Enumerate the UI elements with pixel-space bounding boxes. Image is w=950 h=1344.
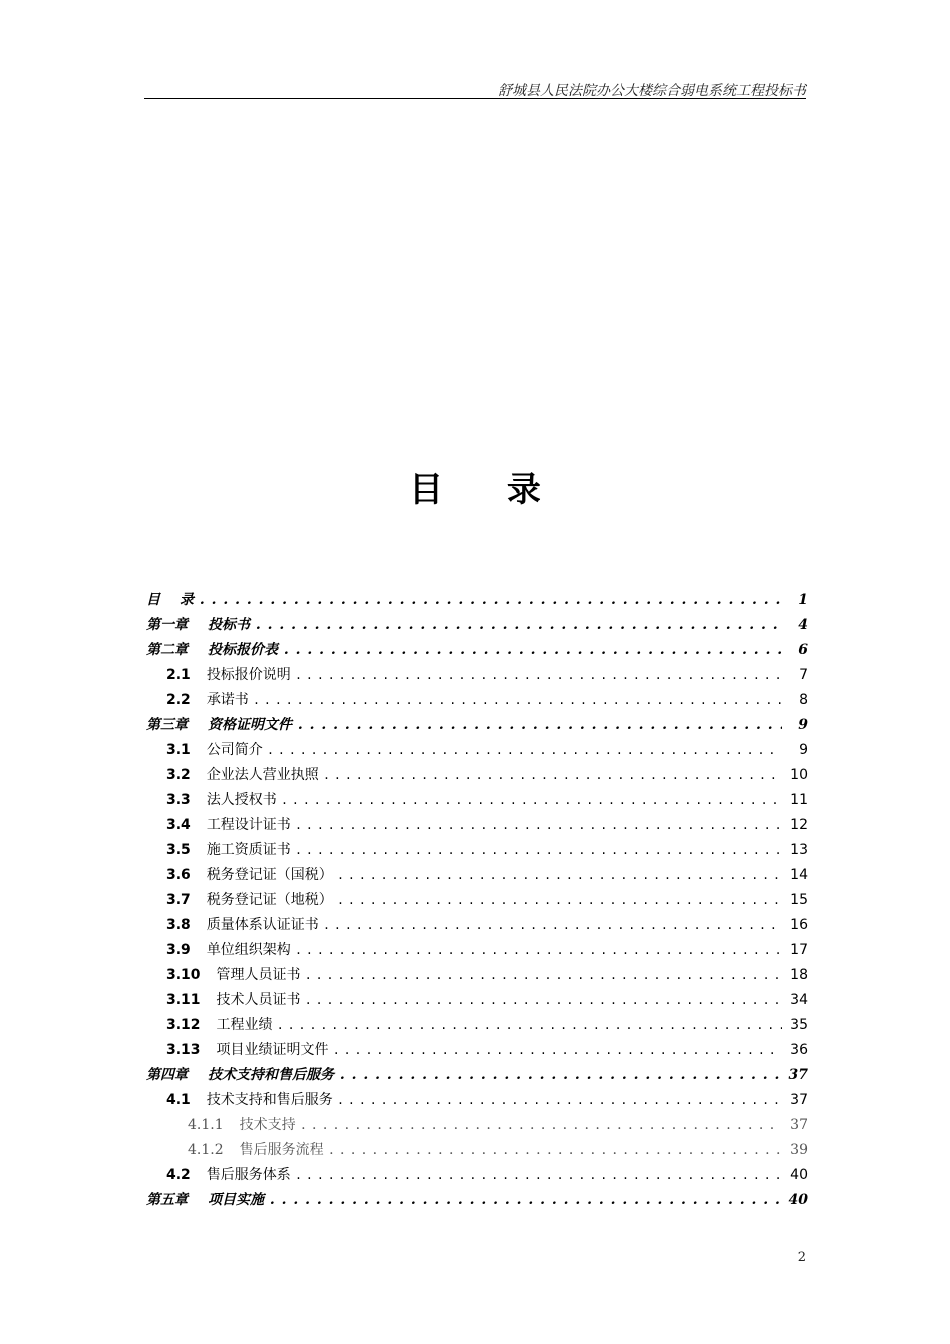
toc-entry-page: 13 (782, 838, 808, 863)
toc-entry[interactable] (146, 1188, 808, 1213)
toc-entry-number: 3.8 (166, 917, 191, 933)
toc-entry-label: 项目业绩证明文件 (216, 1042, 329, 1058)
toc-entry-page: 9 (782, 738, 808, 763)
toc-entry-number: 目 (146, 592, 160, 608)
toc-entry-page: 14 (782, 863, 808, 888)
toc-entry[interactable] (146, 713, 808, 738)
toc-entry-number: 4.1 (166, 1092, 191, 1108)
toc-entry-label: 税务登记证（地税） (206, 892, 333, 908)
toc-entry-page: 8 (782, 688, 808, 713)
toc-entry-label: 技术支持 (239, 1117, 296, 1133)
toc-entry[interactable] (146, 913, 808, 938)
toc-entry[interactable] (146, 688, 808, 713)
toc-entry[interactable] (146, 738, 808, 763)
toc-entry-number: 3.11 (166, 992, 201, 1008)
toc-entry-number: 第三章 (146, 717, 188, 733)
toc-entry-page: 10 (782, 763, 808, 788)
toc-entry-label: 投标报价说明 (206, 667, 291, 683)
toc-entry-page: 6 (782, 638, 808, 663)
toc-entry[interactable] (146, 638, 808, 663)
toc-entry-label: 质量体系认证证书 (206, 917, 319, 933)
toc-entry-number: 4.2 (166, 1167, 191, 1183)
toc-entry-label: 售后服务体系 (206, 1167, 291, 1183)
toc-entry-label: 技术人员证书 (216, 992, 301, 1008)
toc-entry[interactable] (146, 1063, 808, 1088)
toc-entry-page: 17 (782, 938, 808, 963)
table-of-contents (146, 588, 808, 1213)
toc-entry-number: 3.3 (166, 792, 191, 808)
toc-entry[interactable] (146, 763, 808, 788)
toc-entry-label: 资格证明文件 (208, 717, 292, 733)
toc-entry-label: 工程设计证书 (206, 817, 291, 833)
page-number: 2 (797, 1250, 806, 1265)
toc-entry[interactable] (146, 938, 808, 963)
toc-entry-page: 7 (782, 663, 808, 688)
toc-entry-page: 39 (782, 1138, 808, 1163)
toc-entry-page: 35 (782, 1013, 808, 1038)
toc-entry-page: 11 (782, 788, 808, 813)
toc-entry[interactable] (146, 1163, 808, 1188)
toc-entry-label: 技术支持和售后服务 (206, 1092, 333, 1108)
toc-entry-label: 技术支持和售后服务 (208, 1067, 334, 1083)
toc-entry-page: 9 (782, 713, 808, 738)
toc-entry[interactable] (146, 1113, 808, 1138)
toc-entry-label: 工程业绩 (216, 1017, 273, 1033)
toc-entry-number: 3.4 (166, 817, 191, 833)
toc-entry-number: 3.5 (166, 842, 191, 858)
toc-entry-number: 2.1 (166, 667, 191, 683)
toc-entry-number: 第四章 (146, 1067, 188, 1083)
toc-entry-page: 18 (782, 963, 808, 988)
toc-entry-number: 3.7 (166, 892, 191, 908)
toc-entry[interactable] (146, 1088, 808, 1113)
toc-entry-number: 3.9 (166, 942, 191, 958)
toc-entry[interactable] (146, 863, 808, 888)
toc-entry[interactable] (146, 788, 808, 813)
toc-entry-number: 第二章 (146, 642, 188, 658)
toc-entry-number: 4.1.2 (188, 1142, 224, 1158)
toc-entry[interactable] (146, 663, 808, 688)
toc-entry[interactable] (146, 1038, 808, 1063)
toc-entry-page: 12 (782, 813, 808, 838)
toc-entry-label: 投标报价表 (208, 642, 278, 658)
toc-entry-label: 税务登记证（国税） (206, 867, 333, 883)
toc-entry-number: 2.2 (166, 692, 191, 708)
toc-entry-page: 4 (782, 613, 808, 638)
toc-entry-label: 公司简介 (206, 742, 263, 758)
toc-entry-page: 16 (782, 913, 808, 938)
toc-entry-label: 单位组织架构 (206, 942, 291, 958)
toc-entry-number: 3.12 (166, 1017, 201, 1033)
toc-entry-number: 3.1 (166, 742, 191, 758)
toc-entry[interactable] (146, 838, 808, 863)
toc-entry-label: 录 (180, 592, 194, 608)
toc-entry[interactable] (146, 813, 808, 838)
toc-entry-label: 投标书 (208, 617, 250, 633)
page-title: 目 录 (409, 470, 567, 510)
toc-entry-label: 承诺书 (206, 692, 249, 708)
toc-entry[interactable] (146, 588, 808, 613)
toc-entry-label: 企业法人营业执照 (206, 767, 319, 783)
toc-entry[interactable] (146, 963, 808, 988)
toc-entry-number: 3.13 (166, 1042, 201, 1058)
header-title: 舒城县人民法院办公大楼综合弱电系统工程投标书 (498, 83, 806, 99)
toc-entry-page: 40 (782, 1163, 808, 1188)
toc-entry[interactable] (146, 888, 808, 913)
toc-entry-page: 37 (782, 1088, 808, 1113)
toc-entry-page: 37 (782, 1063, 808, 1088)
toc-entry-page: 34 (782, 988, 808, 1013)
toc-entry-label: 施工资质证书 (206, 842, 291, 858)
toc-entry-number: 3.6 (166, 867, 191, 883)
toc-entry-number: 第一章 (146, 617, 188, 633)
toc-entry[interactable] (146, 1013, 808, 1038)
toc-entry[interactable] (146, 988, 808, 1013)
toc-entry-label: 售后服务流程 (239, 1142, 324, 1158)
toc-entry-page: 36 (782, 1038, 808, 1063)
toc-entry-number: 3.2 (166, 767, 191, 783)
toc-entry-label: 法人授权书 (206, 792, 277, 808)
toc-entry-number: 4.1.1 (188, 1117, 224, 1133)
toc-entry-label: 管理人员证书 (216, 967, 301, 983)
toc-entry-page: 1 (782, 588, 808, 613)
toc-entry-page: 37 (782, 1113, 808, 1138)
toc-entry[interactable] (146, 613, 808, 638)
toc-entry[interactable] (146, 1138, 808, 1163)
toc-entry-page: 15 (782, 888, 808, 913)
toc-entry-page: 40 (782, 1188, 808, 1213)
toc-entry-number: 3.10 (166, 967, 201, 983)
toc-entry-label: 项目实施 (208, 1192, 264, 1208)
toc-entry-number: 第五章 (146, 1192, 188, 1208)
header-rule (144, 98, 806, 99)
